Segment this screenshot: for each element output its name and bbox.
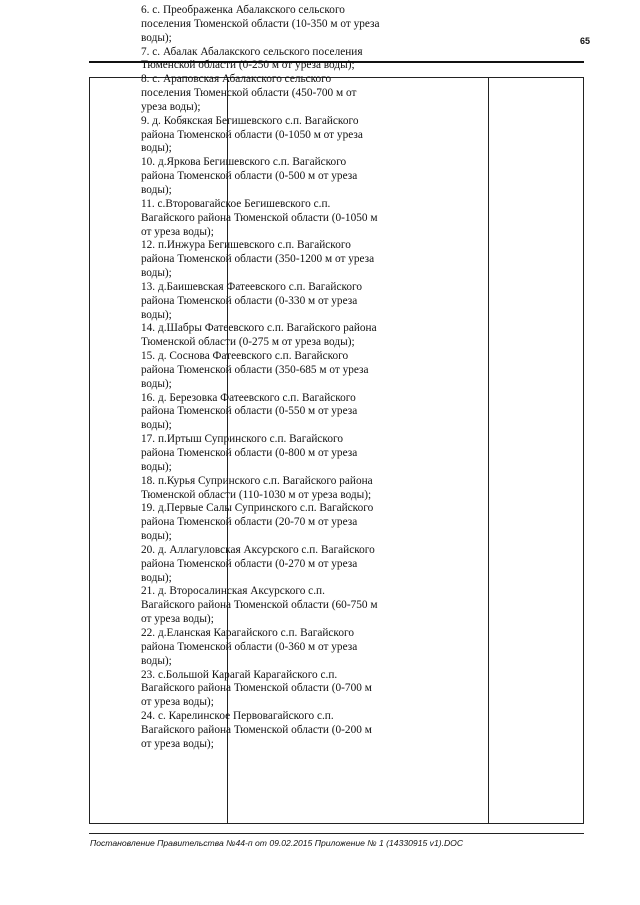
list-item: 21. д. Второсалинская Аксурского с.п. Вагайского района Тюменской области (60-750 м от уреза воды); <box>141 585 378 626</box>
list-item: 22. д.Еланская Карагайского с.п. Вагайского района Тюменской области (0-360 м от уреза воды); <box>141 626 358 667</box>
list-item: 8. с. Араповская Абалакского сельского поселения Тюменской области (450-700 м от уреза воды); <box>141 73 357 113</box>
page-number: 65 <box>580 36 591 46</box>
document-footer: Постановление Правительства №44-п от 09.02.2015 Приложение № 1 (14330915 v1).DOC <box>90 838 464 848</box>
list-item: 14. д.Шабры Фатеевского с.п. Вагайского района Тюменской области (0-275 м от уреза воды); <box>141 322 377 349</box>
list-item: 12. п.Инжура Бегишевского с.п. Вагайского района Тюменской области (350-1200 м от уреза воды); <box>141 239 375 280</box>
list-item: 18. п.Курья Супринского с.п. Вагайского района Тюменской области (110-1030 м от уреза воды); <box>141 474 373 501</box>
list-item: 13. д.Баишевская Фатеевского с.п. Вагайского района Тюменской области (0-330 м от уреза воды); <box>141 280 363 321</box>
list-item: 20. д. Аллагуловская Аксурского с.п. Вагайского района Тюменской области (0-270 м от уреза воды); <box>141 543 375 584</box>
footer-rule <box>89 833 584 834</box>
list-item: 10. д.Яркова Бегишевского с.п. Вагайского района Тюменской области (0-500 м от уреза воды); <box>141 156 358 196</box>
list-item: 19. д.Первые Салы Супринского с.п. Вагайского района Тюменской области (20-70 м от уреза воды); <box>141 502 374 543</box>
list-item: 15. д. Соснова Фатеевского с.п. Вагайского района Тюменской области (350-685 м от уреза воды); <box>141 350 369 390</box>
list-item: 24. с. Карелинское Первовагайского с.п. Вагайского района Тюменской области (0-200 м от уреза воды); <box>141 710 372 750</box>
list-item: 9. д. Кобякская Бегишевского с.п. Вагайского района Тюменской области (0-1050 м от уреза воды); <box>141 114 363 155</box>
settlement-list <box>141 4 401 752</box>
list-item: 23. с.Большой Карагай Карагайского с.п. Вагайского района Тюменской области (0-700 м от уреза воды); <box>141 668 372 709</box>
list-item: 7. с. Абалак Абалакского сельского поселения Тюменской области (0-250 м от уреза воды); <box>141 45 363 72</box>
list-item: 16. д. Березовка Фатеевского с.п. Вагайского района Тюменской области (0-550 м от уреза воды); <box>141 391 358 432</box>
table-right-column <box>488 78 583 823</box>
list-item: 6. с. Преображенка Абалакского сельского поселения Тюменской области (10-350 м от уреза воды); <box>141 4 380 44</box>
list-item: 17. п.Иртыш Супринского с.п. Вагайского района Тюменской области (0-800 м от уреза воды); <box>141 433 358 473</box>
list-item: 11. с.Второвагайское Бегишевского с.п. Вагайского района Тюменской области (0-1050 м от уреза воды); <box>141 197 378 238</box>
